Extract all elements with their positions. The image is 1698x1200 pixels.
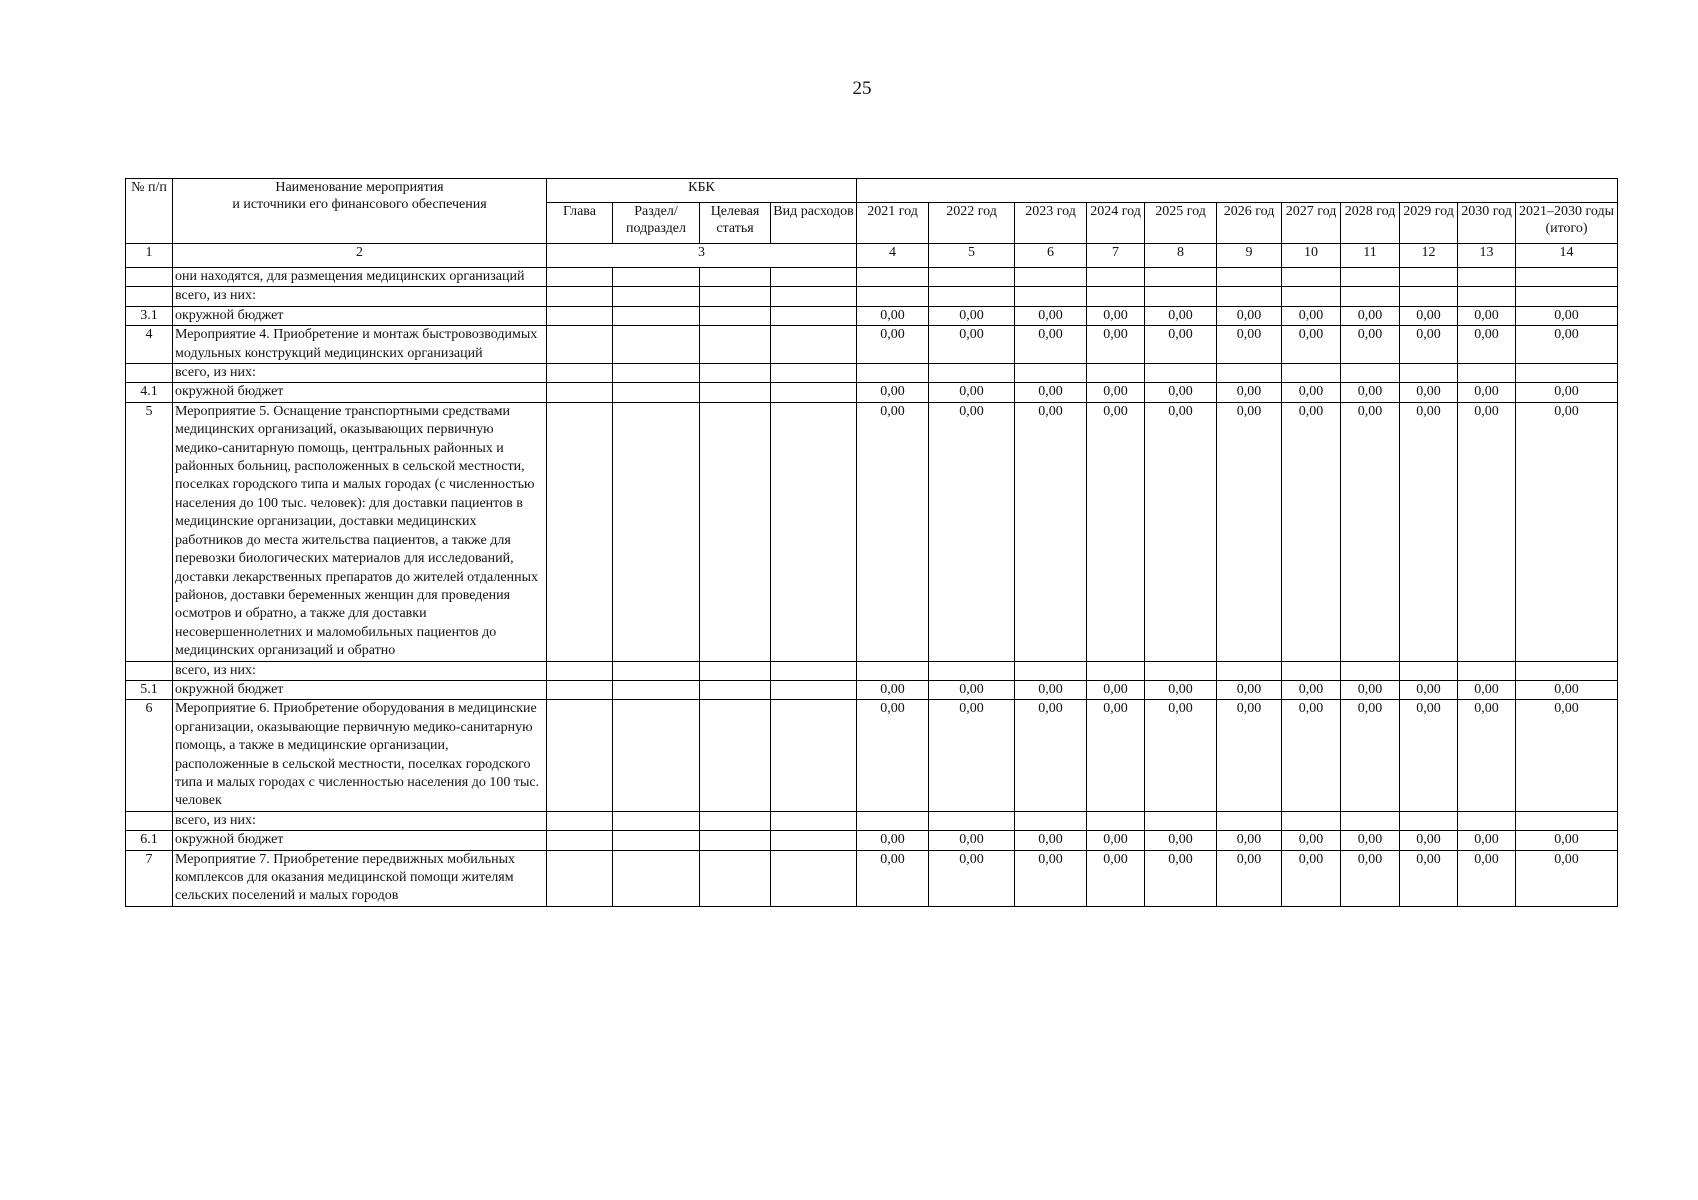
value-cell bbox=[1516, 811, 1618, 830]
row-name: Мероприятие 5. Оснащение транспортными средствами медицинских организаций, оказывающих первичную медико-санитарную помощь, центральных районных и районных больниц, расположенных в сельской местности, поселках городского типа и малых городах (с численностью населения до 100 тыс. человек): для доставки пациентов в медицинские организации, доставки медицинских работников до места жительства пациентов, а также для перевозки биологических материалов для исследований, доставки лекарственных препаратов до жителей отдаленных районов, доставки беременных женщин для проведения осмотров и обратно, а также для доставки несовершеннолетних и маломобильных пациентов до медицинских организаций и обратно bbox=[173, 402, 547, 661]
value-cell bbox=[1400, 661, 1458, 680]
row-number: 6 bbox=[126, 700, 173, 811]
value-cell bbox=[929, 364, 1015, 383]
value-cell: 0,00 bbox=[1015, 383, 1087, 402]
header-year-col: 2022 год bbox=[929, 203, 1015, 244]
value-cell: 0,00 bbox=[1516, 700, 1618, 811]
value-cell bbox=[1217, 811, 1282, 830]
value-cell: 0,00 bbox=[1282, 831, 1341, 850]
value-cell bbox=[1087, 287, 1145, 306]
value-cell: 0,00 bbox=[1282, 326, 1341, 364]
kbk-cell bbox=[613, 661, 700, 680]
kbk-cell bbox=[613, 831, 700, 850]
value-cell: 0,00 bbox=[929, 402, 1015, 661]
table-row bbox=[126, 811, 1618, 830]
value-cell: 0,00 bbox=[1217, 700, 1282, 811]
value-cell bbox=[1145, 287, 1217, 306]
kbk-cell bbox=[547, 268, 613, 287]
kbk-cell bbox=[547, 831, 613, 850]
header-kbk: КБК bbox=[547, 179, 857, 203]
kbk-cell bbox=[613, 268, 700, 287]
value-cell: 0,00 bbox=[1217, 831, 1282, 850]
kbk-cell bbox=[547, 326, 613, 364]
value-cell: 0,00 bbox=[1400, 306, 1458, 325]
value-cell bbox=[929, 287, 1015, 306]
value-cell bbox=[1400, 811, 1458, 830]
header-kbk-col: Целевая статья bbox=[700, 203, 771, 244]
value-cell: 0,00 bbox=[1400, 700, 1458, 811]
value-cell: 0,00 bbox=[1015, 326, 1087, 364]
value-cell: 0,00 bbox=[1217, 383, 1282, 402]
value-cell: 0,00 bbox=[1145, 306, 1217, 325]
value-cell: 0,00 bbox=[1217, 680, 1282, 699]
value-cell: 0,00 bbox=[1400, 326, 1458, 364]
kbk-cell bbox=[613, 700, 700, 811]
column-number: 4 bbox=[857, 244, 929, 268]
row-number: 5.1 bbox=[126, 680, 173, 699]
kbk-cell bbox=[613, 680, 700, 699]
column-number: 9 bbox=[1217, 244, 1282, 268]
value-cell: 0,00 bbox=[1145, 326, 1217, 364]
value-cell bbox=[1145, 661, 1217, 680]
value-cell: 0,00 bbox=[1458, 306, 1516, 325]
value-cell: 0,00 bbox=[929, 306, 1015, 325]
value-cell: 0,00 bbox=[857, 402, 929, 661]
value-cell bbox=[1087, 268, 1145, 287]
value-cell bbox=[857, 268, 929, 287]
kbk-cell bbox=[700, 364, 771, 383]
value-cell bbox=[1282, 287, 1341, 306]
header-year-col: 2024 год bbox=[1087, 203, 1145, 244]
value-cell: 0,00 bbox=[1145, 831, 1217, 850]
kbk-cell bbox=[771, 661, 857, 680]
value-cell bbox=[1458, 287, 1516, 306]
header-year-col: 2025 год bbox=[1145, 203, 1217, 244]
value-cell bbox=[1516, 287, 1618, 306]
value-cell bbox=[929, 661, 1015, 680]
kbk-cell bbox=[613, 287, 700, 306]
table-row bbox=[126, 364, 1618, 383]
value-cell bbox=[1400, 287, 1458, 306]
value-cell: 0,00 bbox=[1516, 831, 1618, 850]
value-cell: 0,00 bbox=[1217, 402, 1282, 661]
value-cell bbox=[1217, 268, 1282, 287]
kbk-cell bbox=[700, 831, 771, 850]
column-number: 1 bbox=[126, 244, 173, 268]
value-cell bbox=[1015, 287, 1087, 306]
value-cell: 0,00 bbox=[1458, 680, 1516, 699]
value-cell bbox=[1217, 287, 1282, 306]
value-cell: 0,00 bbox=[1341, 831, 1400, 850]
kbk-cell bbox=[771, 287, 857, 306]
header-kbk-col: Раздел/ подраздел bbox=[613, 203, 700, 244]
value-cell bbox=[1341, 268, 1400, 287]
header-name bbox=[173, 179, 547, 244]
header-kbk-col: Глава bbox=[547, 203, 613, 244]
value-cell: 0,00 bbox=[1217, 306, 1282, 325]
value-cell: 0,00 bbox=[1458, 402, 1516, 661]
kbk-cell bbox=[547, 680, 613, 699]
value-cell: 0,00 bbox=[1516, 383, 1618, 402]
row-number: 5 bbox=[126, 402, 173, 661]
kbk-cell bbox=[700, 661, 771, 680]
value-cell bbox=[1341, 287, 1400, 306]
kbk-cell bbox=[613, 811, 700, 830]
kbk-cell bbox=[700, 383, 771, 402]
table-row bbox=[126, 850, 1618, 906]
kbk-cell bbox=[700, 680, 771, 699]
value-cell: 0,00 bbox=[1015, 700, 1087, 811]
budget-table bbox=[125, 178, 1618, 907]
row-name: всего, из них: bbox=[173, 287, 547, 306]
kbk-cell bbox=[547, 402, 613, 661]
header-num: № п/п bbox=[126, 179, 173, 244]
kbk-cell bbox=[771, 811, 857, 830]
kbk-cell bbox=[771, 680, 857, 699]
value-cell: 0,00 bbox=[1341, 383, 1400, 402]
row-name: окружной бюджет bbox=[173, 680, 547, 699]
value-cell: 0,00 bbox=[1145, 383, 1217, 402]
header-year-col: 2028 год bbox=[1341, 203, 1400, 244]
column-number: 10 bbox=[1282, 244, 1341, 268]
column-number: 6 bbox=[1015, 244, 1087, 268]
header-year-col: 2030 год bbox=[1458, 203, 1516, 244]
value-cell: 0,00 bbox=[1341, 326, 1400, 364]
column-number: 12 bbox=[1400, 244, 1458, 268]
header-year-col: 2021 год bbox=[857, 203, 929, 244]
value-cell: 0,00 bbox=[1145, 850, 1217, 906]
kbk-cell bbox=[613, 383, 700, 402]
kbk-cell bbox=[700, 811, 771, 830]
value-cell bbox=[1458, 364, 1516, 383]
value-cell: 0,00 bbox=[1282, 306, 1341, 325]
value-cell bbox=[1145, 268, 1217, 287]
column-number: 5 bbox=[929, 244, 1015, 268]
kbk-cell bbox=[613, 306, 700, 325]
value-cell: 0,00 bbox=[929, 326, 1015, 364]
value-cell: 0,00 bbox=[929, 680, 1015, 699]
value-cell bbox=[1516, 661, 1618, 680]
kbk-cell bbox=[700, 268, 771, 287]
value-cell: 0,00 bbox=[857, 306, 929, 325]
row-number bbox=[126, 661, 173, 680]
kbk-cell bbox=[700, 287, 771, 306]
value-cell: 0,00 bbox=[1400, 402, 1458, 661]
row-number bbox=[126, 364, 173, 383]
kbk-cell bbox=[771, 850, 857, 906]
value-cell: 0,00 bbox=[1516, 306, 1618, 325]
kbk-cell bbox=[547, 661, 613, 680]
table-row bbox=[126, 383, 1618, 402]
kbk-cell bbox=[613, 326, 700, 364]
value-cell bbox=[857, 364, 929, 383]
value-cell bbox=[1145, 364, 1217, 383]
value-cell: 0,00 bbox=[1087, 326, 1145, 364]
value-cell bbox=[1458, 661, 1516, 680]
value-cell: 0,00 bbox=[1087, 383, 1145, 402]
kbk-cell bbox=[771, 383, 857, 402]
value-cell: 0,00 bbox=[1516, 680, 1618, 699]
kbk-cell bbox=[613, 364, 700, 383]
value-cell: 0,00 bbox=[1400, 383, 1458, 402]
value-cell bbox=[857, 811, 929, 830]
header-year-col: 2021–2030 годы (итого) bbox=[1516, 203, 1618, 244]
value-cell: 0,00 bbox=[857, 326, 929, 364]
value-cell: 0,00 bbox=[1341, 700, 1400, 811]
value-cell: 0,00 bbox=[1087, 700, 1145, 811]
value-cell bbox=[1282, 268, 1341, 287]
value-cell: 0,00 bbox=[1458, 383, 1516, 402]
kbk-cell bbox=[771, 306, 857, 325]
kbk-cell bbox=[771, 700, 857, 811]
value-cell bbox=[1217, 364, 1282, 383]
value-cell: 0,00 bbox=[1145, 700, 1217, 811]
row-name: окружной бюджет bbox=[173, 831, 547, 850]
value-cell: 0,00 bbox=[857, 831, 929, 850]
column-number: 3 bbox=[547, 244, 857, 268]
table-row bbox=[126, 700, 1618, 811]
value-cell: 0,00 bbox=[1087, 306, 1145, 325]
value-cell: 0,00 bbox=[1145, 402, 1217, 661]
row-number: 4 bbox=[126, 326, 173, 364]
column-number: 2 bbox=[173, 244, 547, 268]
kbk-cell bbox=[547, 811, 613, 830]
kbk-cell bbox=[771, 402, 857, 661]
value-cell bbox=[1282, 364, 1341, 383]
header-year-col: 2023 год bbox=[1015, 203, 1087, 244]
value-cell: 0,00 bbox=[929, 850, 1015, 906]
column-number: 7 bbox=[1087, 244, 1145, 268]
kbk-cell bbox=[700, 850, 771, 906]
value-cell: 0,00 bbox=[1282, 850, 1341, 906]
value-cell bbox=[1087, 811, 1145, 830]
header-year-col: 2029 год bbox=[1400, 203, 1458, 244]
value-cell bbox=[1145, 811, 1217, 830]
table-row bbox=[126, 831, 1618, 850]
value-cell: 0,00 bbox=[1087, 831, 1145, 850]
kbk-cell bbox=[613, 850, 700, 906]
value-cell: 0,00 bbox=[1015, 680, 1087, 699]
value-cell bbox=[1341, 364, 1400, 383]
page-number: 25 bbox=[852, 78, 872, 99]
kbk-cell bbox=[771, 326, 857, 364]
kbk-cell bbox=[613, 402, 700, 661]
value-cell: 0,00 bbox=[1400, 680, 1458, 699]
table-row bbox=[126, 680, 1618, 699]
row-name: всего, из них: bbox=[173, 811, 547, 830]
value-cell: 0,00 bbox=[1516, 326, 1618, 364]
value-cell: 0,00 bbox=[857, 680, 929, 699]
kbk-cell bbox=[771, 831, 857, 850]
value-cell bbox=[1015, 661, 1087, 680]
value-cell bbox=[1458, 811, 1516, 830]
value-cell: 0,00 bbox=[1341, 850, 1400, 906]
value-cell: 0,00 bbox=[857, 383, 929, 402]
value-cell: 0,00 bbox=[929, 831, 1015, 850]
value-cell: 0,00 bbox=[1217, 850, 1282, 906]
table-row bbox=[126, 402, 1618, 661]
value-cell: 0,00 bbox=[1282, 402, 1341, 661]
value-cell: 0,00 bbox=[1087, 402, 1145, 661]
kbk-cell bbox=[547, 850, 613, 906]
value-cell: 0,00 bbox=[1015, 306, 1087, 325]
value-cell: 0,00 bbox=[1458, 700, 1516, 811]
value-cell bbox=[1282, 661, 1341, 680]
value-cell bbox=[1282, 811, 1341, 830]
value-cell bbox=[1015, 268, 1087, 287]
column-number: 8 bbox=[1145, 244, 1217, 268]
row-number: 3.1 bbox=[126, 306, 173, 325]
kbk-cell bbox=[547, 364, 613, 383]
value-cell: 0,00 bbox=[857, 850, 929, 906]
value-cell: 0,00 bbox=[1516, 850, 1618, 906]
value-cell: 0,00 bbox=[1087, 680, 1145, 699]
table-row bbox=[126, 268, 1618, 287]
header-year-col: 2026 год bbox=[1217, 203, 1282, 244]
header-name-line2: и источники его финансового обеспечения bbox=[232, 197, 487, 212]
value-cell bbox=[1516, 268, 1618, 287]
table-row bbox=[126, 661, 1618, 680]
column-number: 13 bbox=[1458, 244, 1516, 268]
value-cell: 0,00 bbox=[1341, 680, 1400, 699]
row-number: 7 bbox=[126, 850, 173, 906]
column-number: 11 bbox=[1341, 244, 1400, 268]
row-name: всего, из них: bbox=[173, 364, 547, 383]
value-cell: 0,00 bbox=[929, 700, 1015, 811]
value-cell: 0,00 bbox=[1282, 700, 1341, 811]
row-number bbox=[126, 268, 173, 287]
row-number bbox=[126, 287, 173, 306]
value-cell: 0,00 bbox=[1458, 850, 1516, 906]
row-name: они находятся, для размещения медицинских организаций bbox=[173, 268, 547, 287]
header-year-col: 2027 год bbox=[1282, 203, 1341, 244]
row-name: окружной бюджет bbox=[173, 306, 547, 325]
kbk-cell bbox=[700, 402, 771, 661]
table-row bbox=[126, 306, 1618, 325]
value-cell bbox=[1087, 364, 1145, 383]
value-cell bbox=[857, 287, 929, 306]
value-cell: 0,00 bbox=[1458, 831, 1516, 850]
value-cell: 0,00 bbox=[1341, 306, 1400, 325]
kbk-cell bbox=[547, 383, 613, 402]
kbk-cell bbox=[700, 326, 771, 364]
value-cell: 0,00 bbox=[1516, 402, 1618, 661]
value-cell bbox=[1458, 268, 1516, 287]
value-cell: 0,00 bbox=[1217, 326, 1282, 364]
kbk-cell bbox=[700, 306, 771, 325]
value-cell bbox=[1516, 364, 1618, 383]
value-cell: 0,00 bbox=[1282, 680, 1341, 699]
row-number: 4.1 bbox=[126, 383, 173, 402]
kbk-cell bbox=[547, 700, 613, 811]
value-cell bbox=[1341, 661, 1400, 680]
row-name: окружной бюджет bbox=[173, 383, 547, 402]
row-name: Мероприятие 7. Приобретение передвижных мобильных комплексов для оказания медицинской помощи жителям сельских поселений и малых городов bbox=[173, 850, 547, 906]
value-cell bbox=[1015, 364, 1087, 383]
row-number: 6.1 bbox=[126, 831, 173, 850]
kbk-cell bbox=[700, 700, 771, 811]
value-cell: 0,00 bbox=[1400, 850, 1458, 906]
value-cell bbox=[1087, 661, 1145, 680]
value-cell bbox=[1341, 811, 1400, 830]
kbk-cell bbox=[771, 364, 857, 383]
value-cell: 0,00 bbox=[1015, 831, 1087, 850]
value-cell: 0,00 bbox=[1145, 680, 1217, 699]
value-cell: 0,00 bbox=[1015, 850, 1087, 906]
column-number: 14 bbox=[1516, 244, 1618, 268]
header-years-group bbox=[857, 179, 1618, 203]
value-cell: 0,00 bbox=[929, 383, 1015, 402]
value-cell bbox=[1015, 811, 1087, 830]
table-row bbox=[126, 326, 1618, 364]
value-cell bbox=[929, 268, 1015, 287]
row-number bbox=[126, 811, 173, 830]
header-name-line1: Наименование мероприятия bbox=[275, 180, 444, 195]
value-cell: 0,00 bbox=[1015, 402, 1087, 661]
row-name: всего, из них: bbox=[173, 661, 547, 680]
value-cell: 0,00 bbox=[1282, 383, 1341, 402]
value-cell: 0,00 bbox=[1087, 850, 1145, 906]
kbk-cell bbox=[771, 268, 857, 287]
value-cell bbox=[857, 661, 929, 680]
value-cell: 0,00 bbox=[1341, 402, 1400, 661]
header-kbk-col: Вид расходов bbox=[771, 203, 857, 244]
row-name: Мероприятие 6. Приобретение оборудования в медицинские организации, оказывающие первичную медико-санитарную помощь, а также в медицинские организации, расположенные в сельской местности, поселках городского типа и малых городах с численностью населения до 100 тыс. человек bbox=[173, 700, 547, 811]
value-cell bbox=[1217, 661, 1282, 680]
value-cell bbox=[1400, 364, 1458, 383]
table-row bbox=[126, 287, 1618, 306]
value-cell: 0,00 bbox=[857, 700, 929, 811]
row-name: Мероприятие 4. Приобретение и монтаж быстровозводимых модульных конструкций медицинских организаций bbox=[173, 326, 547, 364]
value-cell bbox=[929, 811, 1015, 830]
value-cell: 0,00 bbox=[1458, 326, 1516, 364]
kbk-cell bbox=[547, 306, 613, 325]
value-cell bbox=[1400, 268, 1458, 287]
kbk-cell bbox=[547, 287, 613, 306]
value-cell: 0,00 bbox=[1400, 831, 1458, 850]
